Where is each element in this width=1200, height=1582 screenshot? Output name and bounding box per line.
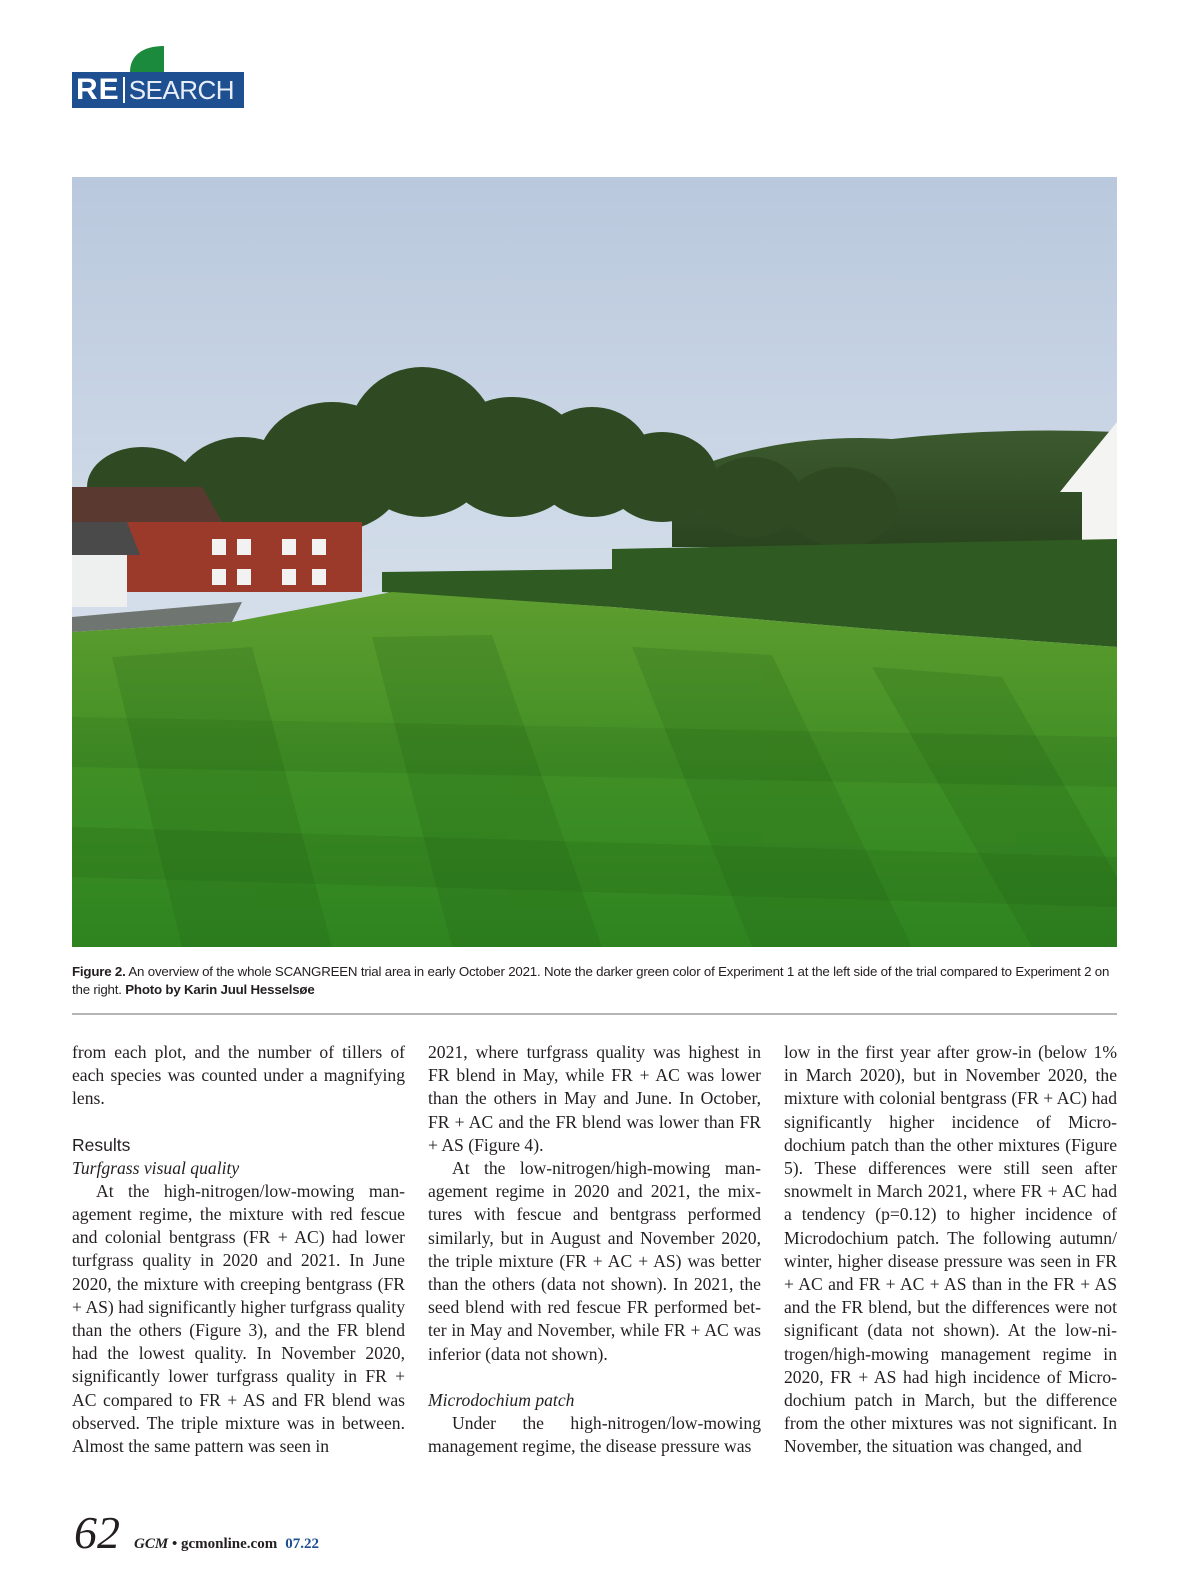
paragraph: from each plot, and the number of tillers of each species was counted under a magnifying lens.	[72, 1042, 405, 1109]
spacer	[428, 1366, 761, 1389]
figure-label: Figure 2.	[72, 964, 126, 979]
figure-caption-text: An overview of the whole SCANGREEN trial area in early October 2021. Note the darker green color of Experiment 1 at the left side of the trial compared to Experiment 2 on the right.	[72, 964, 1110, 997]
footer-separator: •	[168, 1536, 181, 1552]
publication-credit	[134, 1536, 277, 1553]
trial-area-photo	[72, 177, 1117, 947]
spacer	[72, 1111, 405, 1134]
caption-divider	[72, 1013, 1117, 1015]
publication-name: GCM	[134, 1536, 169, 1552]
text-column-1	[72, 1041, 405, 1458]
text-column-3	[784, 1041, 1117, 1459]
research-logo	[72, 46, 247, 112]
logo-re-text: RE	[76, 73, 120, 106]
paragraph: At the low-nitrogen/high-mowing management regime in 2020 and 2021, the mixtures with fescue and bentgrass performed similarly, but in August and November 2020, the triple mixture (FR + AC + AS) was better than the others (data not shown). In 2021, the seed blend with red fescue FR performed better in May and November, while FR + AC was inferior (data not shown).	[428, 1158, 761, 1364]
logo-divider	[123, 77, 125, 103]
logo-search-text: SEARCH	[128, 74, 235, 105]
subsection-heading: Microdochium patch	[428, 1389, 575, 1410]
issue-date: 07.22	[285, 1536, 319, 1552]
paragraph: low in the first year after grow-in (below 1% in March 2020), but in November 2020, the mixture with colonial bentgrass (FR + AC) had significantly higher incidence of Microdochium patch than the other mixtures (Figure 5). These differences were still seen after snowmelt in March 2021, where FR + AC had a tendency (p=0.12) to higher incidence of Microdochium patch. The following autumn/​winter, higher disease pressure was seen in FR + AC and FR + AC + AS than in the FR + AS and the FR blend, but the differences were not significant (data not shown). At the low-nitrogen/high-mowing management regime in 2020, FR + AS had high incidence of Microdochium patch in March, but the difference from the other mixtures was not significant. In November, the situation was changed, and	[784, 1042, 1117, 1457]
leaf-icon	[128, 46, 164, 72]
section-heading: Results	[72, 1134, 131, 1155]
paragraph: 2021, where turfgrass quality was highest in FR blend in May, while FR + AC was lower than the others in May and June. In October, FR + AC and the FR blend was lower than FR + AS (Figure 4).	[428, 1042, 761, 1155]
text-column-2	[428, 1041, 761, 1458]
photo-credit: Photo by Karin Juul Hesselsøe	[121, 982, 315, 997]
subsection-heading: Turfgrass visual quality	[72, 1157, 240, 1178]
logo-box	[72, 72, 244, 108]
website: gcmonline.com	[180, 1536, 278, 1552]
page-footer	[74, 1506, 319, 1558]
figure-caption	[72, 963, 1117, 999]
paragraph: Under the high-nitrogen/low-mowing management regime, the disease pressure was	[428, 1413, 761, 1457]
page-number: 62	[74, 1507, 120, 1558]
paragraph: At the high-nitrogen/low-mowing management regime, the mixture with red fescue and colonial bentgrass (FR + AC) had lower turfgrass quality in 2020 and 2021. In June 2020, the mixture with creeping bentgrass (FR + AS) had significantly higher turfgrass quality than the others (Figure 3), and the FR blend had the lowest quality. In November 2020, significantly lower turfgrass quality in FR + AC compared to FR + AS and FR blend was observed. The triple mixture was in between. Almost the same pattern was seen in	[72, 1180, 405, 1457]
